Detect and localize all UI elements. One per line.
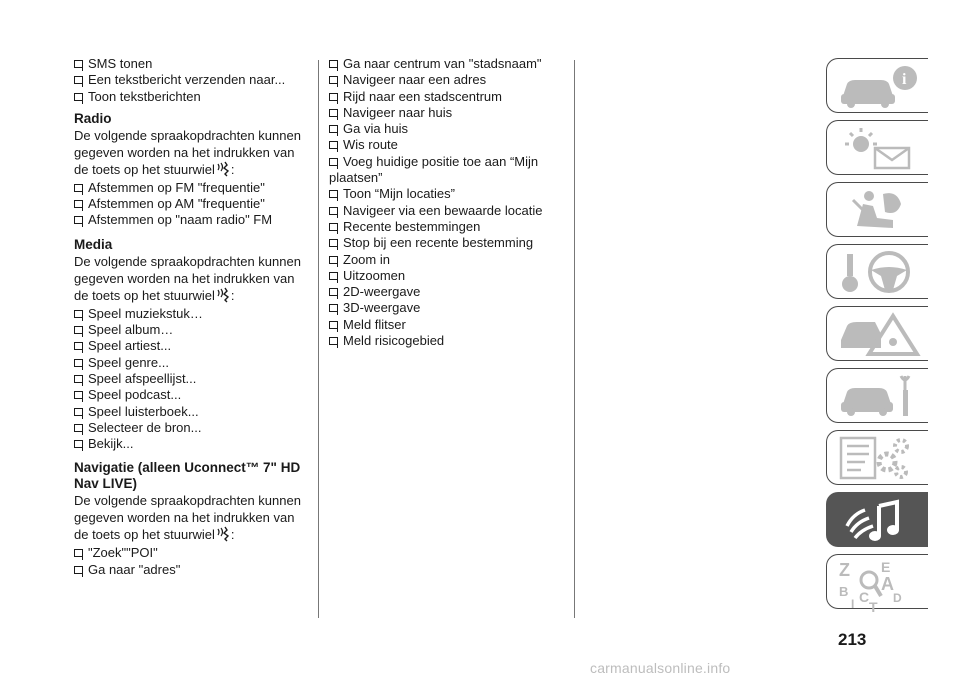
tab-starting-driving[interactable]	[826, 244, 928, 299]
checkbox-bullet-icon	[329, 239, 338, 247]
list-item: Afstemmen op "naam radio" FM	[74, 212, 320, 228]
list-item: Een tekstbericht verzenden naar...	[74, 72, 320, 88]
checkbox-bullet-icon	[74, 359, 83, 367]
list-item: Speel genre...	[74, 355, 320, 371]
car-service-wrench-icon	[835, 372, 923, 420]
voice-command-icon	[216, 161, 230, 177]
list-item: Toon tekstberichten	[74, 89, 320, 105]
checkbox-bullet-icon	[74, 60, 83, 68]
section-heading-radio: Radio	[74, 110, 112, 126]
checkbox-bullet-icon	[74, 342, 83, 350]
list-item: 2D-weergave	[329, 284, 569, 300]
checkbox-bullet-icon	[74, 549, 83, 557]
checkbox-bullet-icon	[74, 200, 83, 208]
list-item: Rijd naar een stadscentrum	[329, 89, 569, 105]
list-item: Ga naar "adres"	[74, 562, 320, 578]
checkbox-bullet-icon	[329, 76, 338, 84]
checkbox-bullet-icon	[74, 566, 83, 574]
tab-emergency[interactable]	[826, 306, 928, 361]
svg-text:Z: Z	[839, 560, 850, 580]
checkbox-bullet-icon	[329, 125, 338, 133]
checkbox-bullet-icon	[74, 391, 83, 399]
checkbox-bullet-icon	[329, 223, 338, 231]
seat-airbag-icon	[835, 186, 923, 234]
checkbox-bullet-icon	[329, 190, 338, 198]
left-column	[74, 56, 320, 578]
list-item: Toon “Mijn locaties”	[329, 186, 569, 202]
list-item: Speel album…	[74, 322, 320, 338]
list-item: Bekijk...	[74, 436, 320, 452]
checkbox-bullet-icon	[74, 440, 83, 448]
list-item: Speel podcast...	[74, 387, 320, 403]
list-item: Speel muziekstuk…	[74, 306, 320, 322]
checkbox-bullet-icon	[329, 158, 338, 166]
checkbox-bullet-icon	[74, 93, 83, 101]
checkbox-bullet-icon	[329, 304, 338, 312]
list-item: Navigeer naar een adres	[329, 72, 569, 88]
section-heading-media: Media	[74, 236, 113, 252]
list-item: Speel artiest...	[74, 338, 320, 354]
list-item: "Zoek""POI"	[74, 545, 320, 561]
list-item: 3D-weergave	[329, 300, 569, 316]
voice-command-icon	[216, 526, 230, 542]
list-item: Ga naar centrum van "stadsnaam"	[329, 56, 569, 72]
checkbox-bullet-icon	[329, 109, 338, 117]
watermark: carmanualsonline.info	[590, 660, 731, 676]
list-item: Afstemmen op AM "frequentie"	[74, 196, 320, 212]
checkbox-bullet-icon	[74, 310, 83, 318]
list-item: Voeg huidige positie toe aan “Mijn plaatsen”	[329, 153, 539, 186]
section-intro-radio: De volgende spraakopdrachten kunnen gegeven worden na het indrukken van de toets op het stuurwiel :	[74, 127, 301, 177]
list-item: Recente bestemmingen	[329, 219, 569, 235]
list-item: Navigeer naar huis	[329, 105, 569, 121]
technical-data-icon	[835, 434, 923, 482]
checkbox-bullet-icon	[74, 184, 83, 192]
column-divider	[318, 60, 319, 618]
checkbox-bullet-icon	[329, 256, 338, 264]
svg-text:C: C	[859, 589, 870, 605]
list-item: Uitzoomen	[329, 268, 569, 284]
tab-multimedia[interactable]	[826, 492, 928, 547]
key-steering-wheel-icon	[835, 248, 923, 296]
checkbox-bullet-icon	[74, 408, 83, 416]
list-item: Speel afspeellijst...	[74, 371, 320, 387]
list-item: SMS tonen	[74, 56, 320, 72]
list-item: Meld risicogebied	[329, 333, 569, 349]
alphabetical-index-icon	[835, 558, 923, 612]
checkbox-bullet-icon	[329, 321, 338, 329]
list-item: Navigeer via een bewaarde locatie	[329, 203, 569, 219]
tab-warning-lights[interactable]	[826, 120, 928, 175]
checkbox-bullet-icon	[329, 337, 338, 345]
list-item: Stop bij een recente bestemming	[329, 235, 569, 251]
checkbox-bullet-icon	[329, 141, 338, 149]
checkbox-bullet-icon	[74, 375, 83, 383]
section-intro-navigation: De volgende spraakopdrachten kunnen gegeven worden na het indrukken van de toets op het stuurwiel :	[74, 493, 301, 543]
tab-index[interactable]	[826, 554, 928, 612]
checkbox-bullet-icon	[329, 93, 338, 101]
list-item: Zoom in	[329, 252, 569, 268]
list-item: Speel luisterboek...	[74, 404, 320, 420]
section-heading-navigation: Navigatie (alleen Uconnect™ 7" HD Nav LIVE)	[74, 460, 301, 492]
svg-text:E: E	[881, 559, 891, 575]
svg-text:D: D	[893, 591, 902, 605]
list-item: Ga via huis	[329, 121, 569, 137]
tab-car-info[interactable]	[826, 58, 928, 113]
svg-text:I: I	[851, 597, 855, 611]
checkbox-bullet-icon	[74, 76, 83, 84]
list-item: Wis route	[329, 137, 569, 153]
checkbox-bullet-icon	[329, 207, 338, 215]
checkbox-bullet-icon	[74, 326, 83, 334]
tab-maintenance[interactable]	[826, 368, 928, 423]
page-number: 213	[838, 630, 867, 649]
multimedia-note-icon	[835, 496, 923, 544]
column-divider	[574, 60, 575, 618]
section-intro-media: De volgende spraakopdrachten kunnen gegeven worden na het indrukken van de toets op het stuurwiel :	[74, 253, 301, 303]
checkbox-bullet-icon	[74, 424, 83, 432]
car-info-icon	[835, 62, 923, 110]
right-column	[329, 56, 569, 349]
tab-safety[interactable]	[826, 182, 928, 237]
checkbox-bullet-icon	[329, 288, 338, 296]
list-item: Afstemmen op FM "frequentie"	[74, 180, 320, 196]
svg-text:T: T	[869, 599, 878, 612]
checkbox-bullet-icon	[74, 216, 83, 224]
svg-text:i: i	[902, 71, 907, 88]
warning-light-message-icon	[835, 124, 923, 172]
svg-text:B: B	[839, 584, 849, 599]
tab-technical-data[interactable]	[826, 430, 928, 485]
breakdown-warning-icon	[835, 310, 923, 358]
svg-text:A: A	[881, 574, 894, 594]
list-item: Selecteer de bron...	[74, 420, 320, 436]
voice-command-icon	[216, 287, 230, 303]
checkbox-bullet-icon	[329, 60, 338, 68]
list-item: Meld flitser	[329, 317, 569, 333]
checkbox-bullet-icon	[329, 272, 338, 280]
